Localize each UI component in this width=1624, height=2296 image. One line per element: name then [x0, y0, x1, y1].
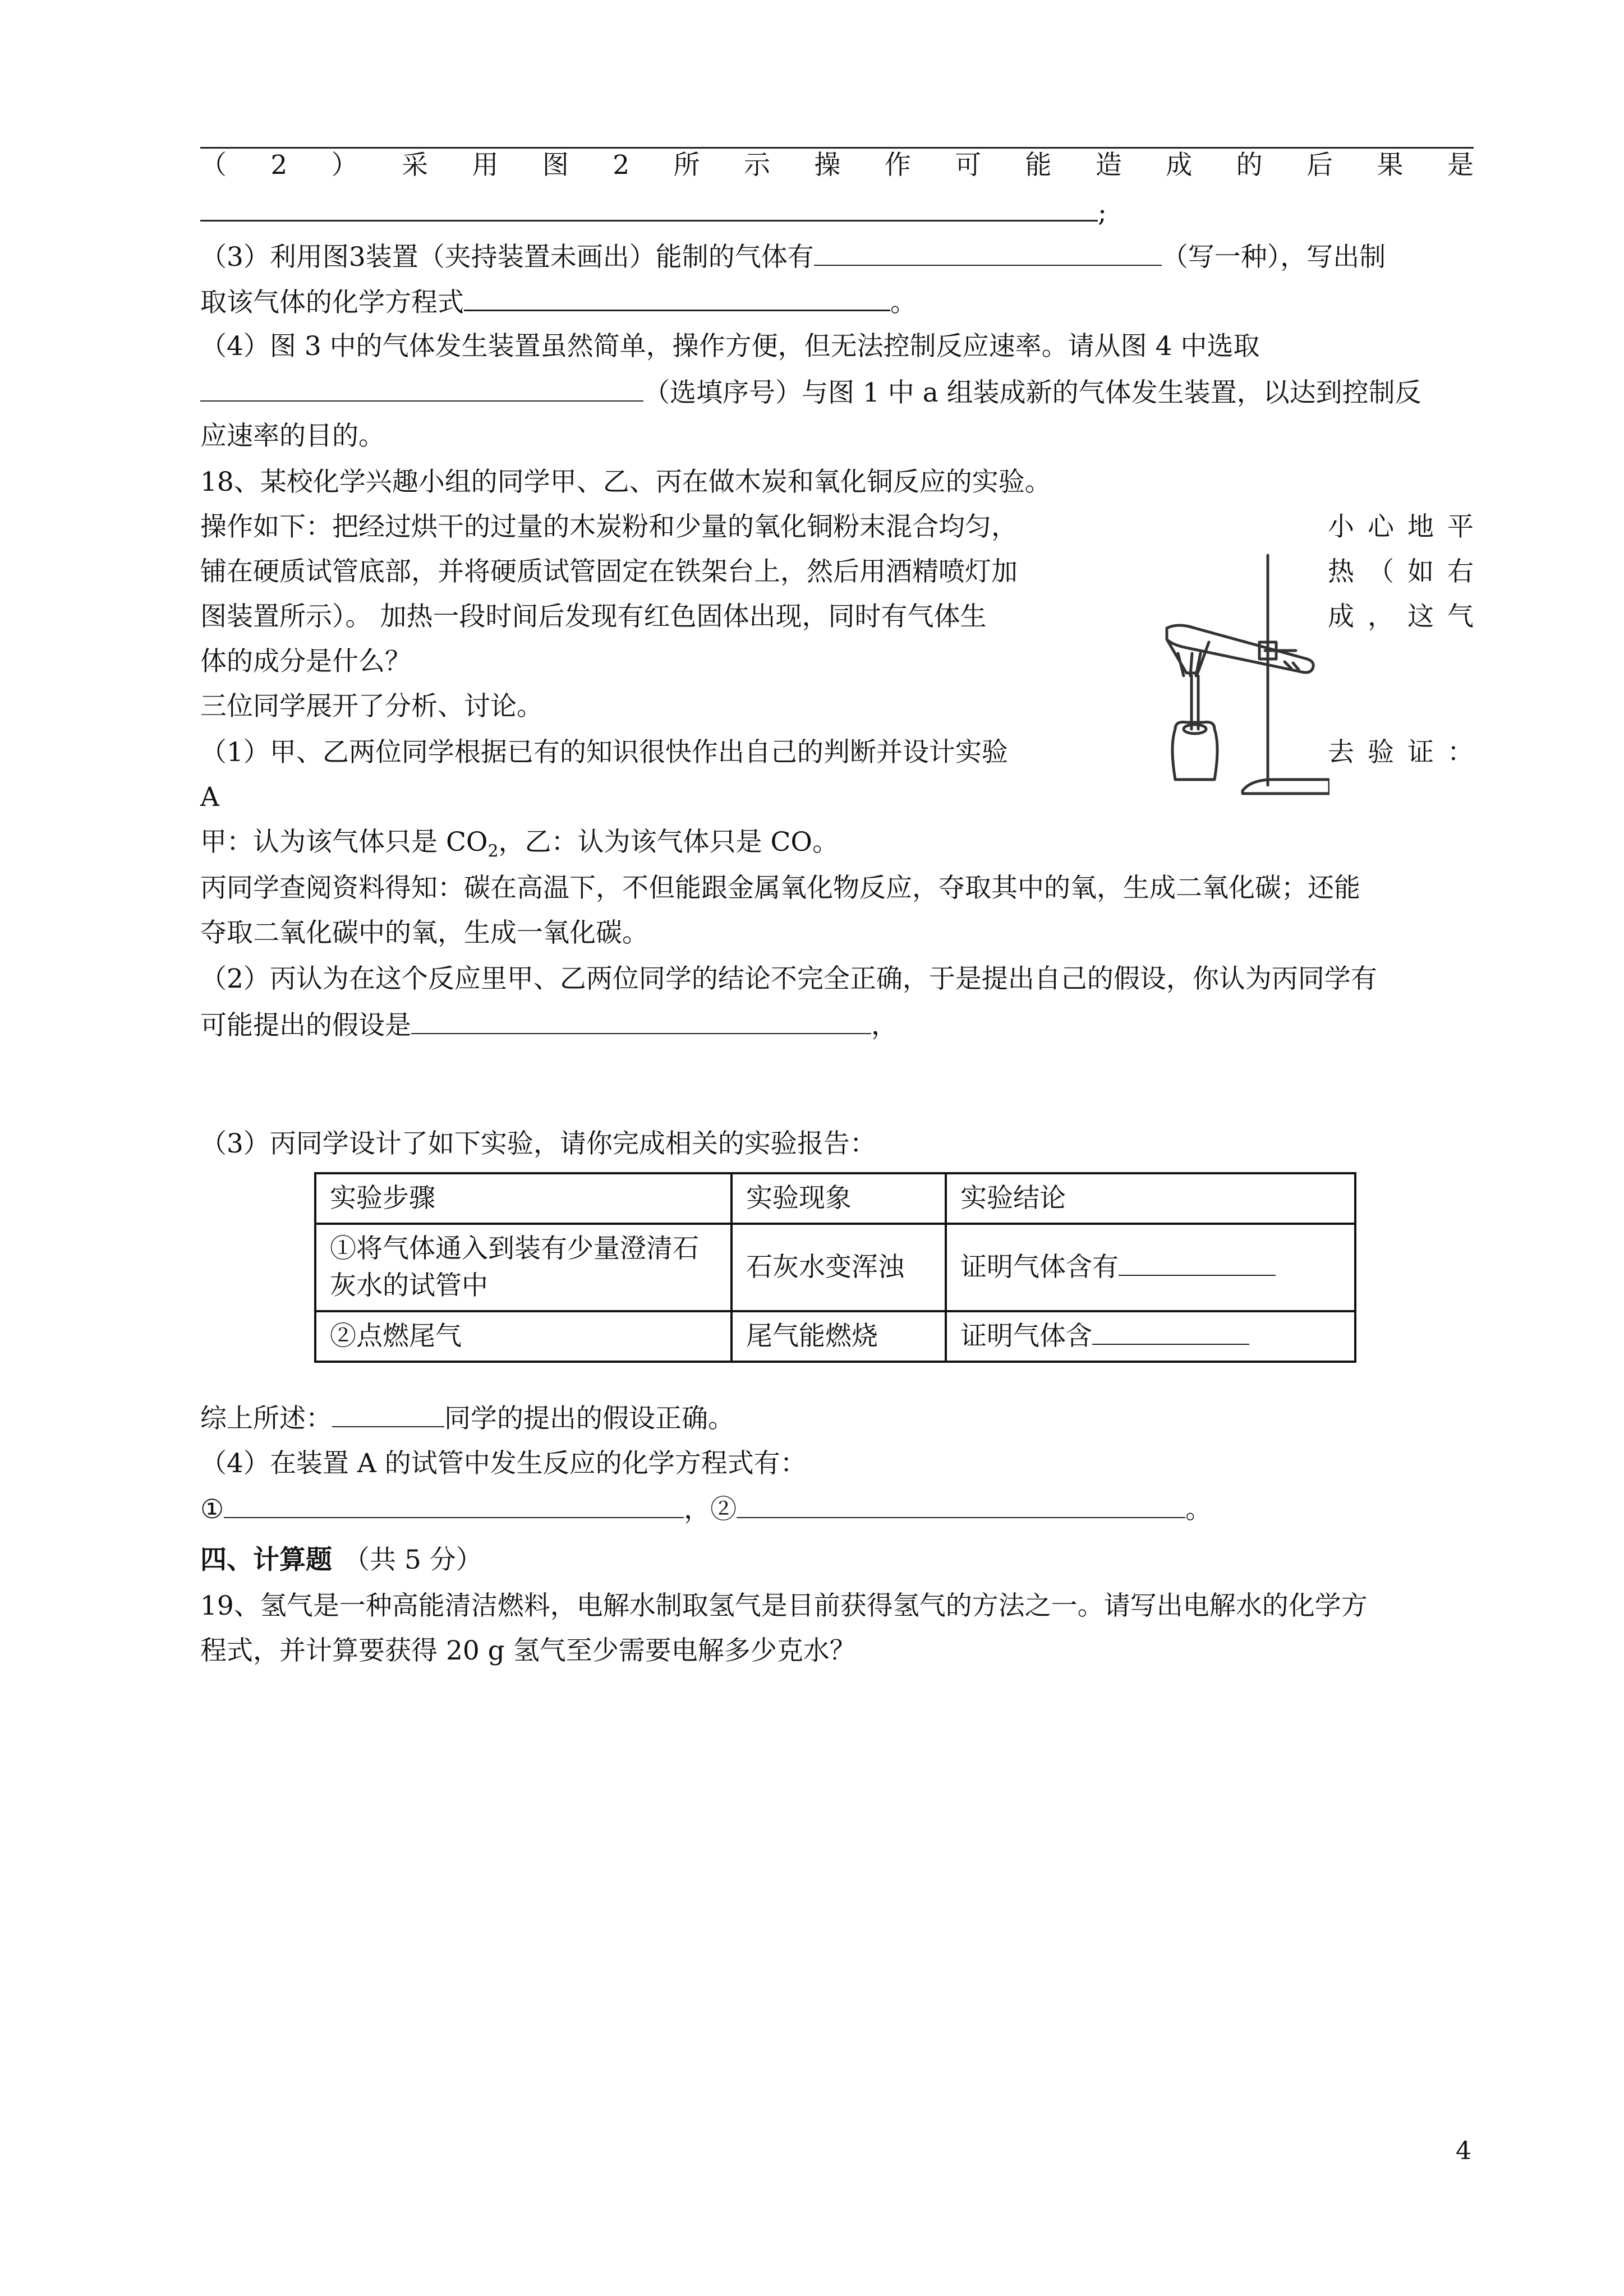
q18-part2-line2: 可能提出的假设是 ， [200, 1007, 898, 1043]
option-blank[interactable] [200, 375, 643, 402]
hypothesis-jia-yi: 甲：认为该气体只是 $CO_2$，乙：认为该气体只是 CO。 [200, 827, 839, 861]
q18-part2-line1: （2）丙认为在这个反应里甲、乙两位同学的结论不完全正确，于是提出自己的假设，你认为丙同学有 [200, 963, 1377, 994]
q18-part1: （1）甲、乙两位同学根据已有的知识很快作出自己的判断并设计实验 [200, 737, 1008, 768]
spaced-char: 图 [542, 150, 569, 181]
q18-discuss: 三位同学展开了分析、讨论。 [200, 691, 543, 722]
table-header-cell: 实验现象 [732, 1173, 946, 1224]
section4-heading: 四、计算题 （共 5 分） [200, 1545, 482, 1575]
q17-part4-line3: 应速率的目的。 [200, 421, 385, 451]
q18-op-line3-right: 成，这气 [1328, 601, 1474, 632]
table-header-row [315, 1173, 1355, 1224]
conclusion-blank[interactable] [1119, 1252, 1276, 1276]
bing-info-line2: 夺取二氧化碳中的氧，生成一氧化碳。 [200, 918, 648, 948]
spaced-char: 的 [1236, 150, 1263, 181]
spaced-char: 2 [613, 150, 630, 181]
table-header-cell: 实验结论 [946, 1173, 1355, 1224]
q17-part3-line1: （3）利用图3装置（夹持装置未画出）能制的气体有 （写一种），写出制 [200, 239, 1386, 274]
q18-intro: 18、某校化学兴趣小组的同学甲、乙、丙在做木炭和氧化铜反应的实验。 [200, 467, 1051, 497]
table-cell: ①将气体通入到装有少量澄清石灰水的试管中 [315, 1224, 732, 1311]
table-header-cell: 实验步骤 [315, 1173, 732, 1224]
q19-line2: 程式，并计算要获得 20 g 氢气至少需要电解多少克水？ [200, 1635, 856, 1666]
spaced-char: 可 [955, 150, 982, 181]
gas-answer-blank[interactable] [814, 239, 1162, 266]
q18-op-line3: 图装置所示）。 加热一段时间后发现有红色固体出现，同时有气体生 [200, 601, 987, 632]
q18-op-line1-right: 小心地平 [1328, 511, 1474, 542]
equations-line: ① ，② 。 [200, 1494, 1212, 1525]
apparatus-label: A [200, 782, 219, 813]
spaced-char: 作 [884, 150, 911, 181]
q18-op-line2: 铺在硬质试管底部，并将硬质试管固定在铁架台上，然后用酒精喷灯加 [200, 556, 1018, 587]
q18-op-line4: 体的成分是什么？ [200, 646, 411, 677]
spaced-char: 能 [1025, 150, 1052, 181]
equation-1-blank[interactable] [224, 1495, 684, 1518]
q17-part2-answer-line: ; [200, 194, 1107, 230]
table-row [315, 1224, 1355, 1311]
q18-op-line1: 操作如下：把经过烘干的过量的木炭粉和少量的氧化铜粉末混合均匀， [200, 511, 1018, 542]
q17-part4-line2: （选填序号）与图 1 中 a 组装成新的气体发生装置，以达到控制反 [200, 375, 1421, 410]
spaced-char: 成 [1166, 150, 1193, 181]
hypothesis-blank[interactable] [411, 1007, 871, 1034]
summary-line: 综上所述： 同学的提出的假设正确。 [200, 1403, 734, 1434]
q17-part2-line [200, 149, 1474, 182]
spaced-char: ） [331, 150, 358, 181]
q17-part4-line1: （4）图 3 中的气体发生装置虽然简单，操作方便，但无法控制反应速率。请从图 4 中选取 [200, 331, 1260, 362]
spaced-char: 后 [1306, 150, 1333, 181]
q18-part1-right: 去验证： [1328, 737, 1474, 768]
q18-part3: （3）丙同学设计了如下实验，请你完成相关的实验报告： [200, 1128, 876, 1159]
experiment-report-table [314, 1172, 1356, 1363]
spaced-char: 2 [270, 150, 288, 181]
q19-line1: 19、氢气是一种高能清洁燃料，电解水制取氢气是目前获得氢气的方法之一。请写出电解水的化学方 [200, 1590, 1368, 1621]
table-cell: 石灰水变浑浊 [732, 1224, 946, 1311]
q17-part3-line2: 取该气体的化学方程式 。 [200, 284, 917, 320]
table-cell: ②点燃尾气 [315, 1311, 732, 1362]
student-blank[interactable] [332, 1404, 444, 1427]
table-cell: 尾气能燃烧 [732, 1311, 946, 1362]
page-number: 4 [1456, 2137, 1471, 2165]
table-cell: 证明气体含 [946, 1311, 1355, 1362]
bing-info-line1: 丙同学查阅资料得知：碳在高温下，不但能跟金属氧化物反应，夺取其中的氧，生成二氧化碳；还能 [200, 873, 1360, 903]
spaced-char: 示 [743, 150, 770, 181]
table-row [315, 1311, 1355, 1362]
spaced-char: 用 [472, 150, 499, 181]
answer-blank[interactable] [200, 194, 1098, 222]
table-cell: 证明气体含有 [946, 1224, 1355, 1311]
spaced-char: 采 [402, 150, 429, 181]
conclusion-blank[interactable] [1092, 1321, 1249, 1345]
q18-part4: （4）在装置 A 的试管中发生反应的化学方程式有： [200, 1448, 807, 1479]
equation-2-blank[interactable] [737, 1495, 1185, 1518]
spaced-char: 造 [1095, 150, 1122, 181]
q18-op-line2-right: 热（如右 [1328, 556, 1474, 587]
spaced-char: 果 [1377, 150, 1404, 181]
equation-blank[interactable] [464, 284, 890, 311]
spaced-char: 操 [814, 150, 841, 181]
spaced-char: 是 [1447, 150, 1474, 181]
spaced-char: （ [200, 150, 227, 181]
spaced-char: 所 [673, 150, 700, 181]
apparatus-figure [1144, 544, 1329, 808]
